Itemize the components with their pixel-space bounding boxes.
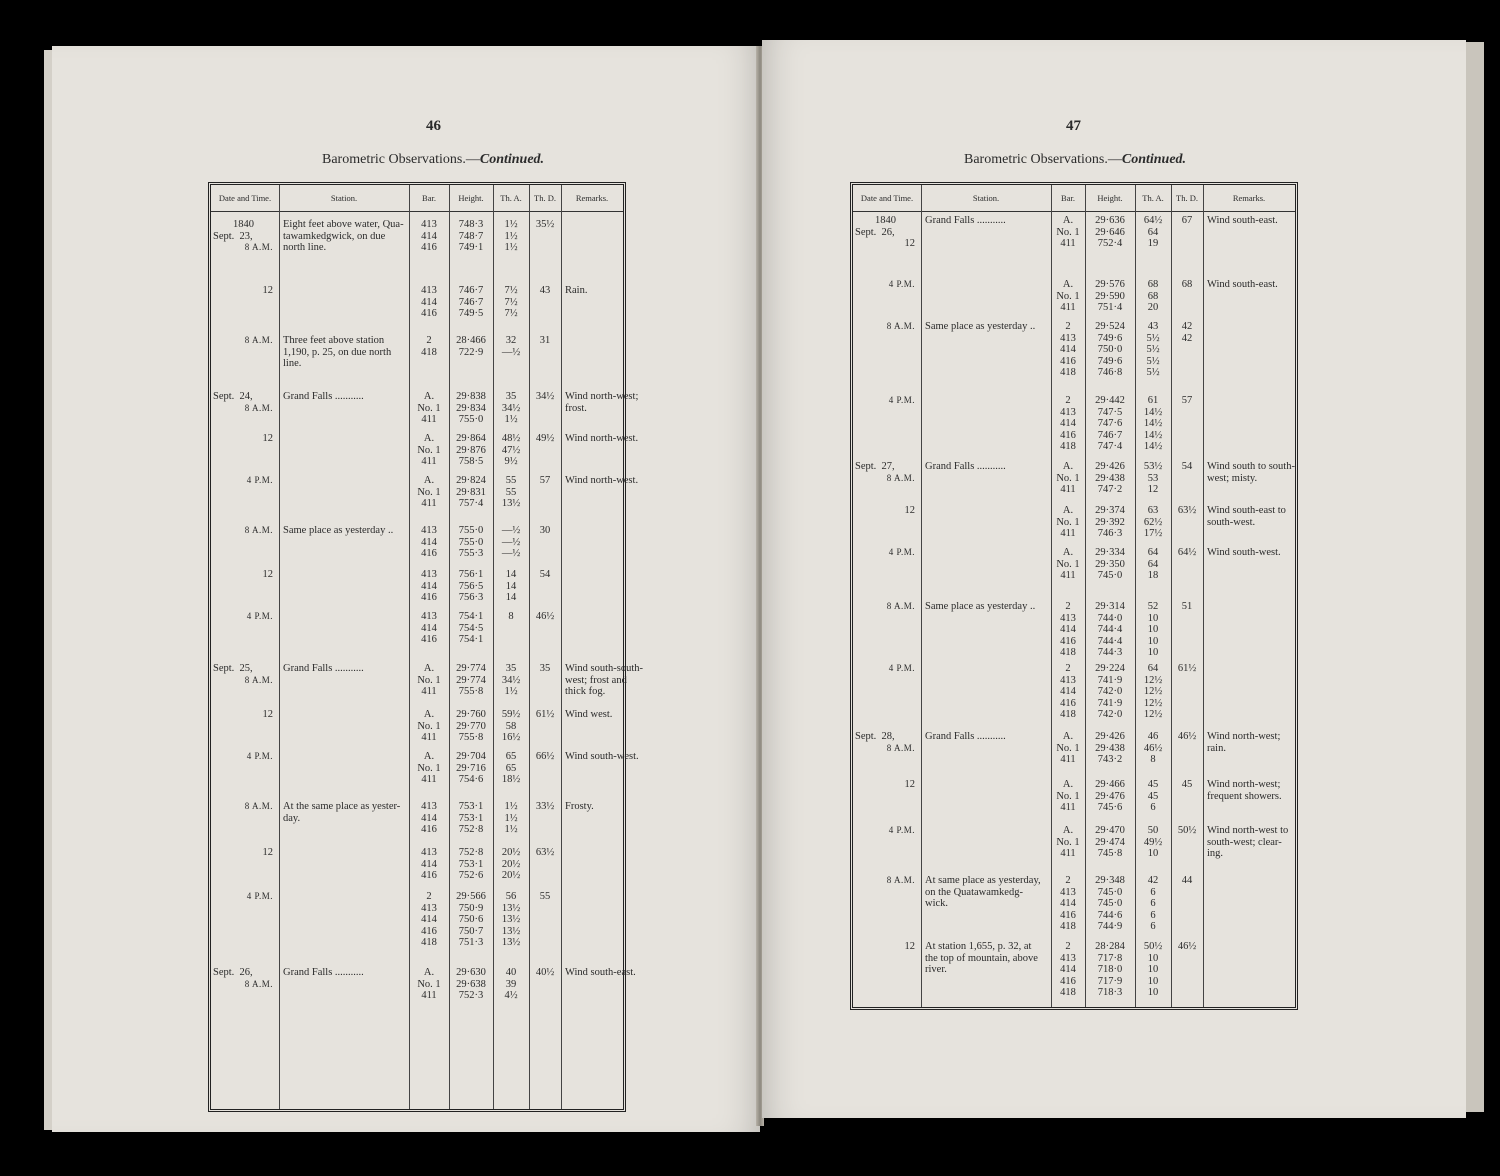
th-a-cell: 7½ 7½ 7½: [504, 285, 518, 319]
bar-cell: 413 414 416: [421, 285, 437, 319]
th-d-cell: 61½: [535, 709, 555, 720]
station-cell: Grand Falls ...........: [283, 391, 364, 402]
th-a-cell: 20½ 20½ 20½: [501, 847, 521, 881]
th-a-cell: 68 68 20: [1147, 279, 1159, 313]
page-number: 47: [1066, 118, 1081, 134]
th-a-cell: 64½ 64 19: [1143, 215, 1163, 249]
column-header: Station.: [972, 193, 1000, 203]
th-d-cell: 51: [1181, 601, 1193, 612]
height-cell: 753·1 753·1 752·8: [458, 801, 484, 835]
table-header: [853, 185, 1295, 212]
station-cell: Same place as yesterday ..: [925, 601, 1036, 612]
date-cell: Sept. 25, 8 A.M.: [213, 663, 273, 685]
remarks-cell: Wind south-east.: [1207, 215, 1278, 226]
column-header: Th. D.: [1176, 193, 1198, 203]
bar-cell: A. No. 1 411: [1056, 825, 1080, 859]
th-a-cell: 59½ 58 16½: [501, 709, 521, 743]
height-cell: 748·3 748·7 749·1: [458, 219, 484, 253]
date-cell: 1840 Sept. 23, 8 A.M.: [213, 219, 273, 252]
th-d-cell: 57: [1181, 395, 1193, 406]
observations-table: [850, 182, 1298, 1010]
height-cell: 29·566 750·9 750·6 750·7 751·3: [456, 891, 486, 948]
height-cell: 29·630 29·638 752·3: [456, 967, 486, 1001]
height-cell: 29·824 29·831 757·4: [456, 475, 486, 509]
station-cell: Three feet above station 1,190, p. 25, on due north line.: [283, 335, 392, 369]
column-header: Th. A.: [1142, 193, 1164, 203]
bar-cell: A. No. 1 411: [417, 709, 441, 743]
date-cell: Sept. 27, 8 A.M.: [855, 461, 915, 483]
height-cell: 29·636 29·646 752·4: [1095, 215, 1125, 249]
bar-cell: A. No. 1 411: [417, 391, 441, 425]
remarks-cell: Wind south-east.: [565, 967, 636, 978]
column-rule: [921, 185, 922, 1007]
date-cell: Sept. 24, 8 A.M.: [213, 391, 273, 413]
bar-cell: 413 414 416: [421, 611, 437, 645]
date-cell: 12: [262, 569, 273, 580]
bar-cell: A. No. 1 411: [1056, 731, 1080, 765]
remarks-cell: Wind south to south- west; misty.: [1207, 461, 1295, 484]
date-cell: 4 P.M.: [246, 475, 273, 485]
date-cell: 4 P.M.: [246, 751, 273, 761]
station-cell: Grand Falls ...........: [283, 663, 364, 674]
height-cell: 29·442 747·5 747·6 746·7 747·4: [1095, 395, 1125, 452]
bar-cell: A. No. 1 411: [417, 967, 441, 1001]
th-a-cell: 55 55 13½: [501, 475, 521, 509]
height-cell: 29·314 744·0 744·4 744·4 744·3: [1095, 601, 1125, 658]
remarks-cell: Wind south-east to south-west.: [1207, 505, 1286, 528]
column-header: Remarks.: [575, 193, 609, 203]
th-d-cell: 44: [1181, 875, 1193, 886]
height-cell: 755·0 755·0 755·3: [458, 525, 484, 559]
th-d-cell: 68: [1181, 279, 1193, 290]
th-d-cell: 49½: [535, 433, 555, 444]
bar-cell: A. No. 1 411: [1056, 215, 1080, 249]
height-cell: 29·348 745·0 745·0 744·6 744·9: [1095, 875, 1125, 932]
th-d-cell: 54: [539, 569, 551, 580]
station-cell: At station 1,655, p. 32, at the top of mountain, above river.: [925, 941, 1038, 975]
bar-cell: A. No. 1 411: [417, 751, 441, 785]
left-page: [52, 46, 760, 1132]
date-cell: 4 P.M.: [888, 395, 915, 405]
date-cell: 12: [904, 505, 915, 516]
title-text: Barometric Observations.—: [322, 152, 480, 167]
th-d-cell: 45: [1181, 779, 1193, 790]
date-cell: 4 P.M.: [888, 547, 915, 557]
th-a-cell: 64 64 18: [1147, 547, 1159, 581]
remarks-cell: Wind north-west; rain.: [1207, 731, 1281, 754]
date-cell: 12: [904, 779, 915, 790]
th-a-cell: 45 45 6: [1147, 779, 1159, 813]
th-d-cell: 46½: [1177, 941, 1197, 952]
bar-cell: A. No. 1 411: [417, 663, 441, 697]
height-cell: 29·838 29·834 755·0: [456, 391, 486, 425]
date-cell: Sept. 28, 8 A.M.: [855, 731, 915, 753]
bar-cell: 413 414 416: [421, 569, 437, 603]
height-cell: 29·704 29·716 754·6: [456, 751, 486, 785]
remarks-cell: Wind south-west.: [565, 751, 639, 762]
height-cell: 754·1 754·5 754·1: [458, 611, 484, 645]
column-header: Th. D.: [534, 193, 556, 203]
th-d-cell: 46½: [1177, 731, 1197, 742]
bar-cell: 2 413 414 416 418: [1060, 941, 1076, 998]
bar-cell: 413 414 416: [421, 525, 437, 559]
date-cell: 4 P.M.: [246, 891, 273, 901]
date-cell: 8 A.M.: [886, 601, 915, 611]
bar-cell: 2 413 414 416 418: [421, 891, 437, 948]
remarks-cell: Rain.: [565, 285, 588, 296]
th-d-cell: 57: [539, 475, 551, 486]
height-cell: 29·774 29·774 755·8: [456, 663, 486, 697]
th-d-cell: 66½: [535, 751, 555, 762]
column-header: Date and Time.: [860, 193, 914, 203]
th-d-cell: 61½: [1177, 663, 1197, 674]
th-d-cell: 40½: [535, 967, 555, 978]
title-italic: Continued.: [479, 152, 545, 167]
height-cell: 29·760 29·770 755·8: [456, 709, 486, 743]
th-a-cell: 35 34½ 1½: [501, 391, 521, 425]
date-cell: 8 A.M.: [886, 875, 915, 885]
right-page: [762, 40, 1466, 1118]
bar-cell: A. No. 1 411: [417, 433, 441, 467]
remarks-cell: Wind north-west; frequent showers.: [1207, 779, 1282, 802]
bar-cell: A. No. 1 411: [1056, 505, 1080, 539]
column-rule: [561, 185, 562, 1109]
height-cell: 28·284 717·8 718·0 717·9 718·3: [1095, 941, 1125, 998]
th-d-cell: 43: [539, 285, 551, 296]
date-cell: 12: [262, 709, 273, 720]
date-cell: 8 A.M.: [244, 525, 273, 535]
title-italic: Continued.: [1121, 152, 1187, 167]
date-cell: 8 A.M.: [244, 335, 273, 345]
th-d-cell: 64½: [1177, 547, 1197, 558]
observations-table: [208, 182, 644, 1112]
remarks-cell: Frosty.: [565, 801, 594, 812]
station-cell: Grand Falls ...........: [283, 967, 364, 978]
date-cell: 4 P.M.: [888, 279, 915, 289]
station-cell: At the same place as yester- day.: [283, 801, 401, 824]
th-a-cell: 48½ 47½ 9½: [501, 433, 521, 467]
remarks-cell: Wind west.: [565, 709, 613, 720]
station-cell: Eight feet above water, Qua- tawamkedgwick, on due north line.: [283, 219, 404, 253]
station-cell: At same place as yesterday, on the Quatawamkedg- wick.: [925, 875, 1041, 909]
bar-cell: A. No. 1 411: [1056, 461, 1080, 495]
date-cell: 12: [262, 847, 273, 858]
th-d-cell: 54: [1181, 461, 1193, 472]
bar-cell: 2 413 414 416 418: [1060, 395, 1076, 452]
th-d-cell: 63½: [1177, 505, 1197, 516]
column-header: Bar.: [1061, 193, 1075, 203]
th-a-cell: 14 14 14: [505, 569, 517, 603]
date-cell: 1840 Sept. 26, 12: [855, 215, 915, 249]
th-a-cell: 63 62½ 17½: [1143, 505, 1163, 539]
title-text: Barometric Observations.—: [964, 152, 1122, 167]
height-cell: 29·224 741·9 742·0 741·9 742·0: [1095, 663, 1125, 720]
date-cell: 12: [262, 433, 273, 444]
station-cell: Grand Falls ...........: [925, 461, 1006, 472]
height-cell: 29·864 29·876 758·5: [456, 433, 486, 467]
date-cell: 8 A.M.: [244, 801, 273, 811]
station-cell: Same place as yesterday ..: [283, 525, 394, 536]
th-d-cell: 31: [539, 335, 551, 346]
column-header: Date and Time.: [218, 193, 272, 203]
th-a-cell: 32 —½: [501, 335, 521, 358]
th-d-cell: 63½: [535, 847, 555, 858]
column-header: Bar.: [422, 193, 436, 203]
height-cell: 29·466 29·476 745·6: [1095, 779, 1125, 813]
column-header: Height.: [458, 193, 484, 203]
height-cell: 29·426 29·438 747·2: [1095, 461, 1125, 495]
th-d-cell: 33½: [535, 801, 555, 812]
th-a-cell: 46 46½ 8: [1143, 731, 1163, 765]
bar-cell: 413 414 416: [421, 219, 437, 253]
height-cell: 29·426 29·438 743·2: [1095, 731, 1125, 765]
th-a-cell: —½ —½ —½: [501, 525, 521, 559]
remarks-cell: Wind south-east.: [1207, 279, 1278, 290]
column-header: Remarks.: [1232, 193, 1266, 203]
th-a-cell: 65 65 18½: [501, 751, 521, 785]
th-a-cell: 52 10 10 10 10: [1147, 601, 1159, 658]
th-a-cell: 64 12½ 12½ 12½ 12½: [1143, 663, 1163, 720]
height-cell: 29·334 29·350 745·0: [1095, 547, 1125, 581]
bar-cell: 2 413 414 416 418: [1060, 875, 1076, 932]
th-a-cell: 43 5½ 5½ 5½ 5½: [1146, 321, 1160, 378]
column-header: Height.: [1097, 193, 1123, 203]
column-rule: [1203, 185, 1204, 1007]
remarks-cell: Wind north-west.: [565, 475, 639, 486]
height-cell: 752·8 753·1 752·6: [458, 847, 484, 881]
station-cell: Grand Falls ...........: [925, 215, 1006, 226]
th-a-cell: 50½ 10 10 10 10: [1143, 941, 1163, 998]
height-cell: 29·576 29·590 751·4: [1095, 279, 1125, 313]
height-cell: 29·374 29·392 746·3: [1095, 505, 1125, 539]
station-cell: Grand Falls ...........: [925, 731, 1006, 742]
date-cell: Sept. 26, 8 A.M.: [213, 967, 273, 989]
height-cell: 746·7 746·7 749·5: [458, 285, 484, 319]
station-cell: Same place as yesterday ..: [925, 321, 1036, 332]
th-d-cell: 30: [539, 525, 551, 536]
remarks-cell: Wind north-west.: [565, 433, 639, 444]
height-cell: 28·466 722·9: [456, 335, 486, 358]
page-title: [322, 152, 544, 168]
column-header: Th. A.: [500, 193, 522, 203]
bar-cell: 2 413 414 416 418: [1060, 663, 1076, 720]
th-d-cell: 50½: [1177, 825, 1197, 836]
th-a-cell: 53½ 53 12: [1143, 461, 1163, 495]
bar-cell: 2 418: [421, 335, 437, 358]
date-cell: 12: [904, 941, 915, 952]
th-a-cell: 40 39 4½: [504, 967, 518, 1001]
th-d-cell: 35½: [535, 219, 555, 230]
date-cell: 4 P.M.: [888, 825, 915, 835]
remarks-cell: Wind north-west to south-west; clear- ing.: [1207, 825, 1289, 859]
bar-cell: A. No. 1 411: [1056, 279, 1080, 313]
column-header: Station.: [330, 193, 358, 203]
th-a-cell: 61 14½ 14½ 14½ 14½: [1143, 395, 1163, 452]
date-cell: 8 A.M.: [886, 321, 915, 331]
bar-cell: 413 414 416: [421, 847, 437, 881]
date-cell: 12: [262, 285, 273, 296]
bar-cell: 413 414 416: [421, 801, 437, 835]
date-cell: 4 P.M.: [888, 663, 915, 673]
th-d-cell: 42 42: [1181, 321, 1193, 344]
th-d-cell: 55: [539, 891, 551, 902]
th-a-cell: 35 34½ 1½: [501, 663, 521, 697]
th-a-cell: 1½ 1½ 1½: [504, 219, 518, 253]
th-a-cell: 1½ 1½ 1½: [504, 801, 518, 835]
date-cell: 4 P.M.: [246, 611, 273, 621]
bar-cell: A. No. 1 411: [1056, 779, 1080, 813]
th-d-cell: 46½: [535, 611, 555, 622]
th-a-cell: 42 6 6 6 6: [1147, 875, 1159, 932]
page-number: 46: [426, 118, 441, 134]
height-cell: 29·524 749·6 750·0 749·6 746·8: [1095, 321, 1125, 378]
bar-cell: A. No. 1 411: [417, 475, 441, 509]
remarks-cell: Wind north-west; frost.: [565, 391, 639, 414]
th-a-cell: 50 49½ 10: [1143, 825, 1163, 859]
page-title: [964, 152, 1186, 168]
height-cell: 756·1 756·5 756·3: [458, 569, 484, 603]
column-rule: [279, 185, 280, 1109]
remarks-cell: Wind south-west.: [1207, 547, 1281, 558]
height-cell: 29·470 29·474 745·8: [1095, 825, 1125, 859]
bar-cell: A. No. 1 411: [1056, 547, 1080, 581]
th-a-cell: 8: [508, 611, 514, 622]
th-d-cell: 35: [539, 663, 551, 674]
th-d-cell: 34½: [535, 391, 555, 402]
th-a-cell: 56 13½ 13½ 13½ 13½: [501, 891, 521, 948]
bar-cell: 2 413 414 416 418: [1060, 321, 1076, 378]
remarks-cell: Wind south-south- west; frost and thick fog.: [565, 663, 644, 697]
th-d-cell: 67: [1181, 215, 1193, 226]
bar-cell: 2 413 414 416 418: [1060, 601, 1076, 658]
